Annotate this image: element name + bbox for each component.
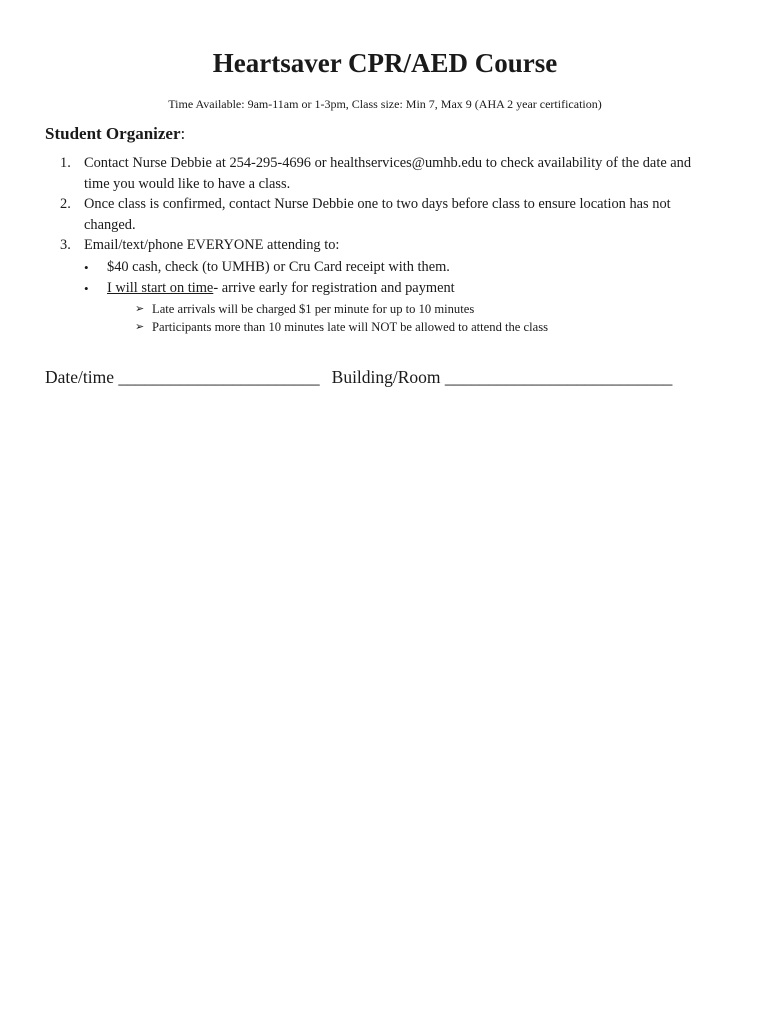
step-number: 1. <box>60 155 71 171</box>
sub-bullet-text: Participants more than 10 minutes late will NOT be allowed to attend the class <box>152 320 549 335</box>
organizer-heading: Student Organizer <box>45 124 181 143</box>
date-time-label: Date/time <box>45 367 115 387</box>
step-text-line: Once class is confirmed, contact Nurse Debbie one to two days before class to ensure location has not <box>84 196 671 213</box>
sub-bullet-text: Late arrivals will be charged $1 per minute for up to 10 minutes <box>152 301 475 316</box>
step-item <box>44 153 734 194</box>
bullet-item <box>44 257 734 279</box>
building-room-blank[interactable]: __________________________ <box>444 367 673 387</box>
date-time-blank[interactable]: _______________________ <box>118 367 320 387</box>
step-text-line: changed. <box>84 216 136 233</box>
steps-list <box>44 153 734 337</box>
step-item <box>44 235 734 256</box>
step-text-line: Contact Nurse Debbie at 254-295-4696 or healthservices@umhb.edu to check availability of the date and <box>84 155 692 171</box>
bullet-dot-icon: • <box>84 281 89 297</box>
bullet-item <box>44 278 734 300</box>
bullet-text: $40 cash, check (to UMHB) or Cru Card receipt with them. <box>107 258 450 275</box>
bullet-underlined-text: I will start on time <box>107 280 214 297</box>
course-title: Heartsaver CPR/AED Course <box>212 48 558 78</box>
step-number: 3. <box>60 237 71 254</box>
sub-bullet-item <box>44 300 734 319</box>
form-fields-line <box>45 366 672 388</box>
step-text-line: Email/text/phone EVERYONE attending to: <box>84 237 340 254</box>
course-subtitle: Time Available: 9am-11am or 1-3pm, Class size: Min 7, Max 9 (AHA 2 year certification) <box>168 97 602 111</box>
step-text-line: time you would like to have a class. <box>84 175 291 192</box>
arrow-bullet-icon: ➢ <box>135 302 145 315</box>
step-number: 2. <box>60 196 71 213</box>
arrow-bullet-icon: ➢ <box>135 321 145 334</box>
bullet-list <box>44 257 734 300</box>
bullet-text: - arrive early for registration and payment <box>213 280 455 297</box>
step-item <box>44 194 734 235</box>
organizer-heading-line <box>45 123 185 145</box>
sub-bullet-list <box>44 300 734 337</box>
sub-bullet-item <box>44 318 734 337</box>
organizer-colon: : <box>180 124 186 143</box>
bullet-dot-icon: • <box>84 259 89 275</box>
building-room-label: Building/Room <box>331 367 441 387</box>
